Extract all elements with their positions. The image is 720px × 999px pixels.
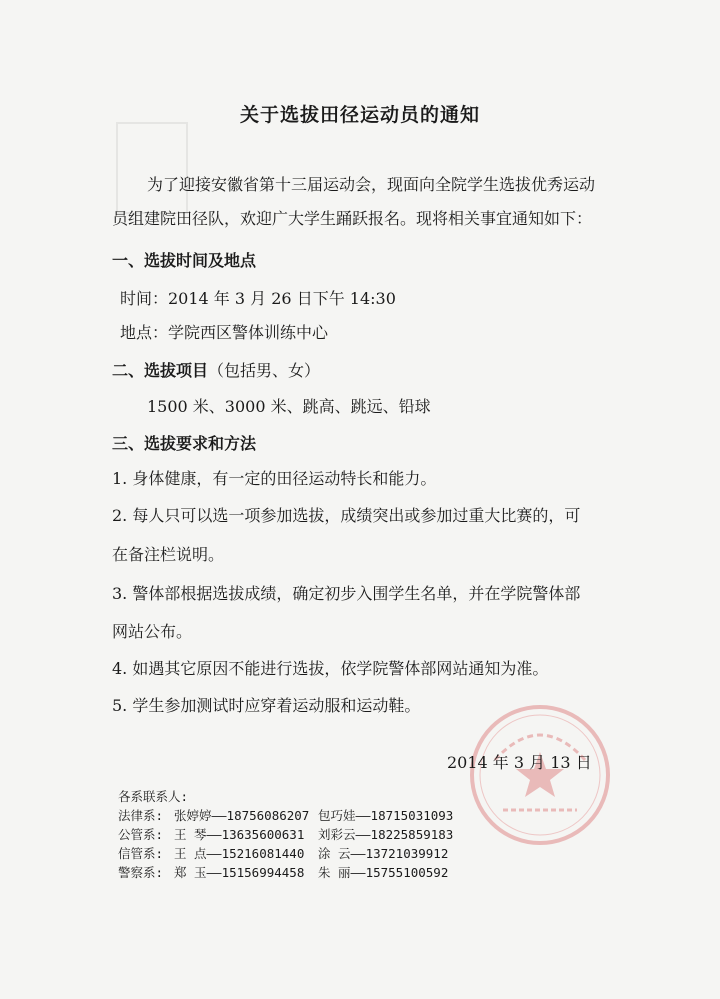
section3-heading: 三、选拔要求和方法 xyxy=(112,434,257,453)
contact-dept: 公管系: xyxy=(118,827,164,842)
contact-person-2: 刘彩云——18225859183 xyxy=(318,827,454,842)
contact-person-1: 张婷婷——18756086207 xyxy=(174,808,310,823)
section3-item4: 4. 如遇其它原因不能进行选拔，依学院警体部网站通知为准。 xyxy=(112,659,549,678)
contacts-block xyxy=(118,787,453,882)
contact-person-2: 朱 丽——15755100592 xyxy=(318,865,449,880)
intro-line-2: 员组建院田径队，欢迎广大学生踊跃报名。现将相关事宜通知如下： xyxy=(112,209,593,228)
section3-item2-line1: 2. 每人只可以选一项参加选拔，成绩突出或参加过重大比赛的，可 xyxy=(112,506,581,525)
contact-dept: 警察系: xyxy=(118,865,164,880)
section3-item3-line1: 3. 警体部根据选拔成绩，确定初步入围学生名单，并在学院警体部 xyxy=(112,584,581,603)
contact-row xyxy=(118,806,453,825)
section1-time: 时间：2014 年 3 月 26 日下午 14:30 xyxy=(120,289,396,308)
section2-heading-note: （包括男、女） xyxy=(208,361,321,380)
section3-item2-line2: 在备注栏说明。 xyxy=(112,545,225,564)
contact-row xyxy=(118,825,453,844)
red-seal-stamp xyxy=(465,700,615,850)
contact-person-1: 王 点——15216081440 xyxy=(174,846,305,861)
contacts-title: 各系联系人: xyxy=(118,789,189,804)
section2-events: 1500 米、3000 米、跳高、跳远、铅球 xyxy=(147,397,431,416)
section2-heading-row xyxy=(112,358,320,381)
section3-item1: 1. 身体健康，有一定的田径运动特长和能力。 xyxy=(112,469,437,488)
intro-line-1: 为了迎接安徽省第十三届运动会，现面向全院学生选拔优秀运动 xyxy=(147,175,596,194)
notice-title: 关于选拔田径运动员的通知 xyxy=(239,104,480,126)
contact-dept: 信管系: xyxy=(118,846,164,861)
faint-background-mark xyxy=(112,118,192,218)
section2-heading: 二、选拔项目 xyxy=(112,361,209,380)
contact-person-2: 涂 云——13721039912 xyxy=(318,846,449,861)
section1-place: 地点：学院西区警体训练中心 xyxy=(120,323,329,342)
contact-person-1: 郑 玉——15156994458 xyxy=(174,865,305,880)
section3-item3-line2: 网站公布。 xyxy=(112,622,193,641)
contact-dept: 法律系: xyxy=(118,808,164,823)
contact-row xyxy=(118,863,453,882)
contact-person-1: 王 琴——13635600631 xyxy=(174,827,305,842)
section3-item5: 5. 学生参加测试时应穿着运动服和运动鞋。 xyxy=(112,696,421,715)
contact-row xyxy=(118,844,453,863)
contact-person-2: 包巧娃——18715031093 xyxy=(318,808,454,823)
notice-date: 2014 年 3 月 13 日 xyxy=(447,753,592,772)
section1-heading: 一、选拔时间及地点 xyxy=(112,251,257,270)
